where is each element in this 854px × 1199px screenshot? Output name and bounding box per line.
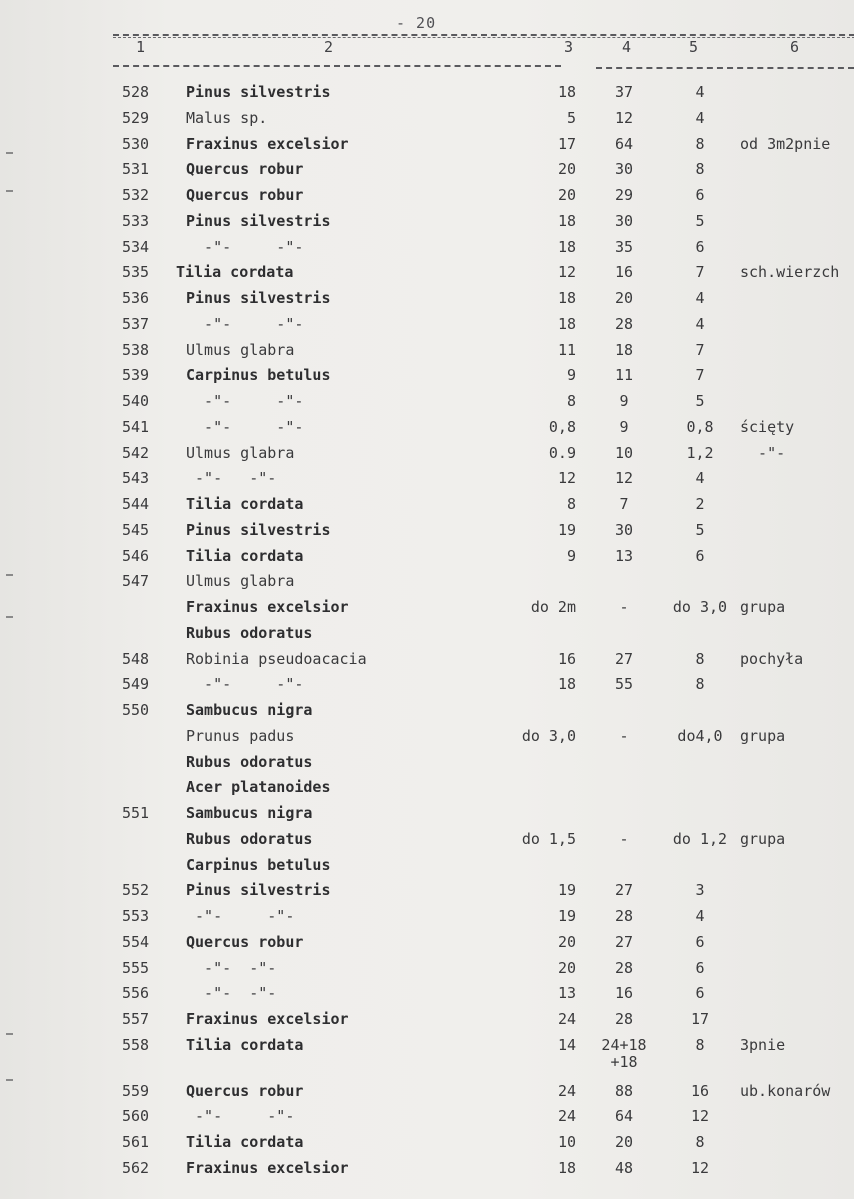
species-name: Tilia cordata [186, 1133, 304, 1151]
circumference-value: 27 [614, 932, 634, 951]
crown-value: 4 [695, 314, 705, 333]
height-value: 18 [557, 237, 576, 256]
circumference-value: 10 [614, 443, 634, 462]
row-number: 551 [122, 804, 150, 822]
species-name: Ulmus glabra [186, 443, 295, 462]
species-name: Ulmus glabra [186, 572, 295, 591]
table-row [0, 725, 854, 747]
height-value: 5 [566, 108, 576, 127]
circumference-value: 35 [614, 237, 634, 256]
crown-value: 16 [690, 1081, 710, 1100]
row-number: 557 [122, 1010, 150, 1028]
remarks: pochyła [740, 649, 804, 668]
row-number: 560 [122, 1107, 150, 1126]
table-row [0, 545, 854, 567]
remarks: ścięty [740, 417, 795, 436]
margin-mark [6, 152, 13, 154]
row-number: 559 [122, 1081, 150, 1100]
row-number: 538 [122, 340, 150, 359]
height-value: 24 [557, 1081, 576, 1100]
margin-mark [6, 1079, 13, 1081]
row-number: 541 [122, 417, 150, 436]
species-name: Quercus robur [186, 160, 304, 179]
crown-value: 4 [695, 108, 705, 127]
header-rule-bottom-left [113, 65, 561, 67]
column-header-2: 2 [324, 38, 334, 56]
circumference-value: 12 [614, 108, 634, 127]
crown-value: 7 [695, 366, 705, 385]
species-name: Tilia cordata [186, 1035, 304, 1054]
height-value: 20 [557, 932, 576, 951]
crown-value: 12 [690, 1158, 710, 1177]
species-name: Quercus robur [186, 186, 304, 204]
height-value: 9 [566, 546, 576, 565]
height-value: 8 [566, 495, 576, 513]
height-value: 0.9 [548, 443, 576, 462]
height-value: 16 [557, 649, 576, 668]
circumference-value: 11 [614, 366, 634, 385]
crown-value: 7 [695, 263, 705, 282]
species-name: Sambucus nigra [186, 804, 313, 822]
row-number: 537 [122, 314, 150, 333]
table-row [0, 81, 854, 103]
circumference-value: 37 [614, 83, 634, 101]
crown-value: 8 [695, 160, 705, 179]
table-row [0, 1080, 854, 1102]
margin-mark [6, 616, 13, 618]
height-value: 20 [557, 186, 576, 204]
species-name: Rubus odoratus [186, 623, 313, 642]
height-value: 19 [557, 907, 576, 925]
crown-value: 6 [695, 546, 705, 565]
height-value: 18 [557, 675, 576, 694]
height-value: 18 [557, 314, 576, 333]
row-number: 549 [122, 675, 150, 694]
table-row [0, 828, 854, 850]
table-row [0, 802, 854, 824]
margin-mark [6, 190, 13, 192]
species-name: -"- -"- [186, 984, 277, 1003]
row-number: 531 [122, 160, 150, 179]
circumference-value: 30 [614, 211, 634, 230]
species-name: Rubus odoratus [186, 829, 313, 848]
circumference-value: 64 [614, 1107, 634, 1126]
species-name: -"- -"- [186, 314, 304, 333]
crown-value: 8 [695, 649, 705, 668]
circumference-value: 27 [614, 649, 634, 668]
row-number: 536 [122, 289, 150, 307]
height-value: do 3,0 [521, 726, 576, 745]
row-number: 543 [122, 469, 150, 488]
remarks: sch.wierzch [740, 263, 840, 282]
row-number: 558 [122, 1035, 150, 1054]
species-name: -"- -"- [186, 469, 277, 488]
height-value: 10 [557, 1133, 576, 1151]
circumference-value: 9 [619, 417, 629, 436]
remarks: grupa [740, 598, 786, 616]
species-name: Fraxinus excelsior [186, 134, 349, 153]
height-value: 19 [557, 520, 576, 539]
margin-mark [6, 574, 13, 576]
table-row [0, 982, 854, 1004]
height-value: 18 [557, 1158, 576, 1177]
species-name: -"- -"- [186, 675, 304, 694]
table-row [0, 879, 854, 901]
table-row [0, 570, 854, 592]
species-name: -"- -"- [186, 958, 277, 977]
crown-value: 0,8 [686, 417, 714, 436]
crown-value: 6 [695, 237, 705, 256]
crown-value: 6 [695, 186, 705, 204]
page-number: - 20 [396, 14, 437, 32]
column-header-4: 4 [622, 38, 632, 56]
table-row [0, 1008, 854, 1030]
row-number: 555 [122, 958, 150, 977]
table-row [0, 519, 854, 541]
table-row [0, 931, 854, 953]
row-number: 546 [122, 546, 150, 565]
height-value: 12 [557, 263, 576, 282]
circumference-value: - [619, 726, 629, 745]
crown-value: 7 [695, 340, 705, 359]
row-number: 534 [122, 237, 150, 256]
circumference-value: 30 [614, 160, 634, 179]
crown-value: 3 [695, 881, 705, 900]
circumference-value: 24+18 [601, 1035, 647, 1054]
table-row [0, 364, 854, 386]
table-row [0, 184, 854, 206]
species-name: -"- -"- [186, 1107, 295, 1126]
table-row [0, 957, 854, 979]
species-name: Pinus silvestris [186, 211, 331, 230]
circumference-value: 18 [614, 340, 634, 359]
circumference-value: 88 [614, 1081, 634, 1100]
height-value: 13 [557, 984, 576, 1003]
species-name: Acer platanoides [186, 778, 331, 797]
species-name: Pinus silvestris [186, 289, 331, 307]
height-value: 24 [557, 1010, 576, 1028]
table-row [0, 339, 854, 361]
column-header-6: 6 [790, 38, 800, 56]
height-value: 11 [557, 340, 576, 359]
circumference-value: 29 [614, 186, 634, 204]
crown-value: 4 [695, 907, 705, 925]
circumference-value: 16 [614, 263, 634, 282]
species-name: -"- -"- [186, 907, 295, 925]
table-row [0, 442, 854, 464]
species-name: Carpinus betulus [186, 855, 331, 874]
crown-value: 5 [695, 520, 705, 539]
table-row [0, 905, 854, 927]
crown-value: 8 [695, 1035, 705, 1054]
species-name: Tilia cordata [186, 495, 304, 513]
column-header-3: 3 [564, 38, 574, 56]
height-value: 20 [557, 160, 576, 179]
margin-mark [6, 1033, 13, 1035]
height-value: 0,8 [548, 417, 576, 436]
species-name: Ulmus glabra [186, 340, 295, 359]
table-row [0, 622, 854, 644]
remarks: 3pnie [740, 1035, 786, 1054]
crown-value: 5 [695, 211, 705, 230]
species-name: Rubus odoratus [186, 752, 313, 771]
remarks: grupa [740, 829, 786, 848]
header-rule-top-thin [113, 37, 854, 38]
table-row [0, 493, 854, 515]
species-name: Tilia cordata [186, 546, 304, 565]
species-name: Pinus silvestris [186, 83, 331, 101]
table-row [0, 776, 854, 798]
row-number: 533 [122, 211, 150, 230]
height-value: 24 [557, 1107, 576, 1126]
table-row [0, 158, 854, 180]
species-name: -"- -"- [186, 392, 304, 410]
crown-value: do 1,2 [672, 829, 728, 848]
species-name: Sambucus nigra [186, 701, 313, 719]
row-number: 548 [122, 649, 150, 668]
remarks: -"- [740, 443, 786, 462]
height-value: 9 [566, 366, 576, 385]
species-name: -"- -"- [186, 417, 304, 436]
height-value: 18 [557, 83, 576, 101]
table-row [0, 390, 854, 412]
species-name: Pinus silvestris [186, 881, 331, 900]
header-rule-top [113, 34, 854, 36]
row-number: 530 [122, 134, 150, 153]
table-row [0, 648, 854, 670]
height-value: 12 [557, 469, 576, 488]
table-row [0, 133, 854, 155]
crown-value: 6 [695, 984, 705, 1003]
species-name: Carpinus betulus [186, 366, 331, 385]
column-header-5: 5 [689, 38, 699, 56]
row-number: 542 [122, 443, 150, 462]
remarks: grupa [740, 726, 786, 745]
circumference-value: 30 [614, 520, 634, 539]
row-number: 552 [122, 881, 150, 900]
crown-value: do 3,0 [672, 598, 728, 616]
table-row [0, 751, 854, 773]
remarks: ub.konarów [740, 1081, 831, 1100]
circumference-value: 48 [614, 1158, 634, 1177]
circumference-value: 20 [614, 289, 634, 307]
circumference-value: 55 [614, 675, 634, 694]
column-header-1: 1 [136, 38, 146, 56]
crown-value: 4 [695, 469, 705, 488]
table-row [0, 313, 854, 335]
crown-value: 6 [695, 932, 705, 951]
crown-value: 17 [690, 1010, 710, 1028]
row-number: 539 [122, 366, 150, 385]
row-number: 556 [122, 984, 150, 1003]
height-value: 14 [557, 1035, 576, 1054]
table-row [0, 210, 854, 232]
species-name: Malus sp. [186, 108, 268, 127]
circumference-value: 12 [614, 469, 634, 488]
species-name: Robinia pseudoacacia [186, 649, 367, 668]
crown-value: 2 [695, 495, 705, 513]
circumference-value: 16 [614, 984, 634, 1003]
row-number: 528 [122, 83, 150, 101]
row-number: 554 [122, 932, 150, 951]
table-row [0, 699, 854, 721]
species-name: Quercus robur [186, 1081, 304, 1100]
height-value: do 1,5 [521, 829, 576, 848]
table-row [0, 1105, 854, 1127]
table-row [0, 107, 854, 129]
circumference-value: 28 [614, 1010, 634, 1028]
species-name: Quercus robur [186, 932, 304, 951]
height-value: 19 [557, 881, 576, 900]
table-row [0, 261, 854, 283]
row-number: 540 [122, 392, 150, 410]
species-name: Fraxinus excelsior [186, 598, 349, 616]
height-value: 18 [557, 211, 576, 230]
height-value: 17 [557, 134, 576, 153]
crown-value: 4 [695, 289, 705, 307]
table-row [0, 854, 854, 876]
crown-value: 8 [695, 134, 705, 153]
crown-value: 8 [695, 675, 705, 694]
row-number: 529 [122, 108, 150, 127]
table-row [0, 596, 854, 618]
row-number: 547 [122, 572, 150, 591]
species-name: Prunus padus [186, 726, 295, 745]
circumference-value: 28 [614, 958, 634, 977]
species-name: Fraxinus excelsior [186, 1158, 349, 1177]
remarks: od 3m2pnie [740, 134, 831, 153]
row-number: 545 [122, 520, 150, 539]
row-number: 561 [122, 1133, 150, 1151]
crown-value: 5 [695, 392, 705, 410]
crown-value: do4,0 [677, 726, 723, 745]
height-value: do 2m [530, 598, 576, 616]
row-number: 550 [122, 701, 150, 719]
crown-value: 4 [695, 83, 705, 101]
circumference-value: - [619, 829, 629, 848]
header-rule-bottom-right [596, 67, 854, 69]
table-row [0, 673, 854, 695]
circumference-value: - [619, 598, 629, 616]
circumference-value: 64 [614, 134, 634, 153]
row-number: 553 [122, 907, 150, 925]
crown-value: 1,2 [686, 443, 714, 462]
row-number: 532 [122, 186, 150, 204]
table-row [0, 467, 854, 489]
circumference-value: +18 [610, 1052, 638, 1071]
species-name: -"- -"- [186, 237, 304, 256]
table-row [0, 416, 854, 438]
table-row [0, 1157, 854, 1179]
species-name: Fraxinus excelsior [186, 1010, 349, 1028]
table-row [0, 287, 854, 309]
table-row [0, 1131, 854, 1153]
circumference-value: 7 [619, 495, 629, 513]
row-number: 535 [122, 263, 150, 282]
species-name: Pinus silvestris [186, 520, 331, 539]
height-value: 18 [557, 289, 576, 307]
circumference-value: 9 [619, 392, 629, 410]
height-value: 20 [557, 958, 576, 977]
table-row [0, 1051, 854, 1073]
circumference-value: 28 [614, 314, 634, 333]
row-number: 562 [122, 1158, 150, 1177]
crown-value: 8 [695, 1133, 705, 1151]
circumference-value: 20 [614, 1133, 634, 1151]
circumference-value: 28 [614, 907, 634, 925]
height-value: 8 [566, 392, 576, 410]
row-number: 544 [122, 495, 150, 513]
crown-value: 12 [690, 1107, 710, 1126]
species-name: Tilia cordata [176, 263, 294, 282]
circumference-value: 13 [614, 546, 634, 565]
circumference-value: 27 [614, 881, 634, 900]
table-row [0, 236, 854, 258]
crown-value: 6 [695, 958, 705, 977]
